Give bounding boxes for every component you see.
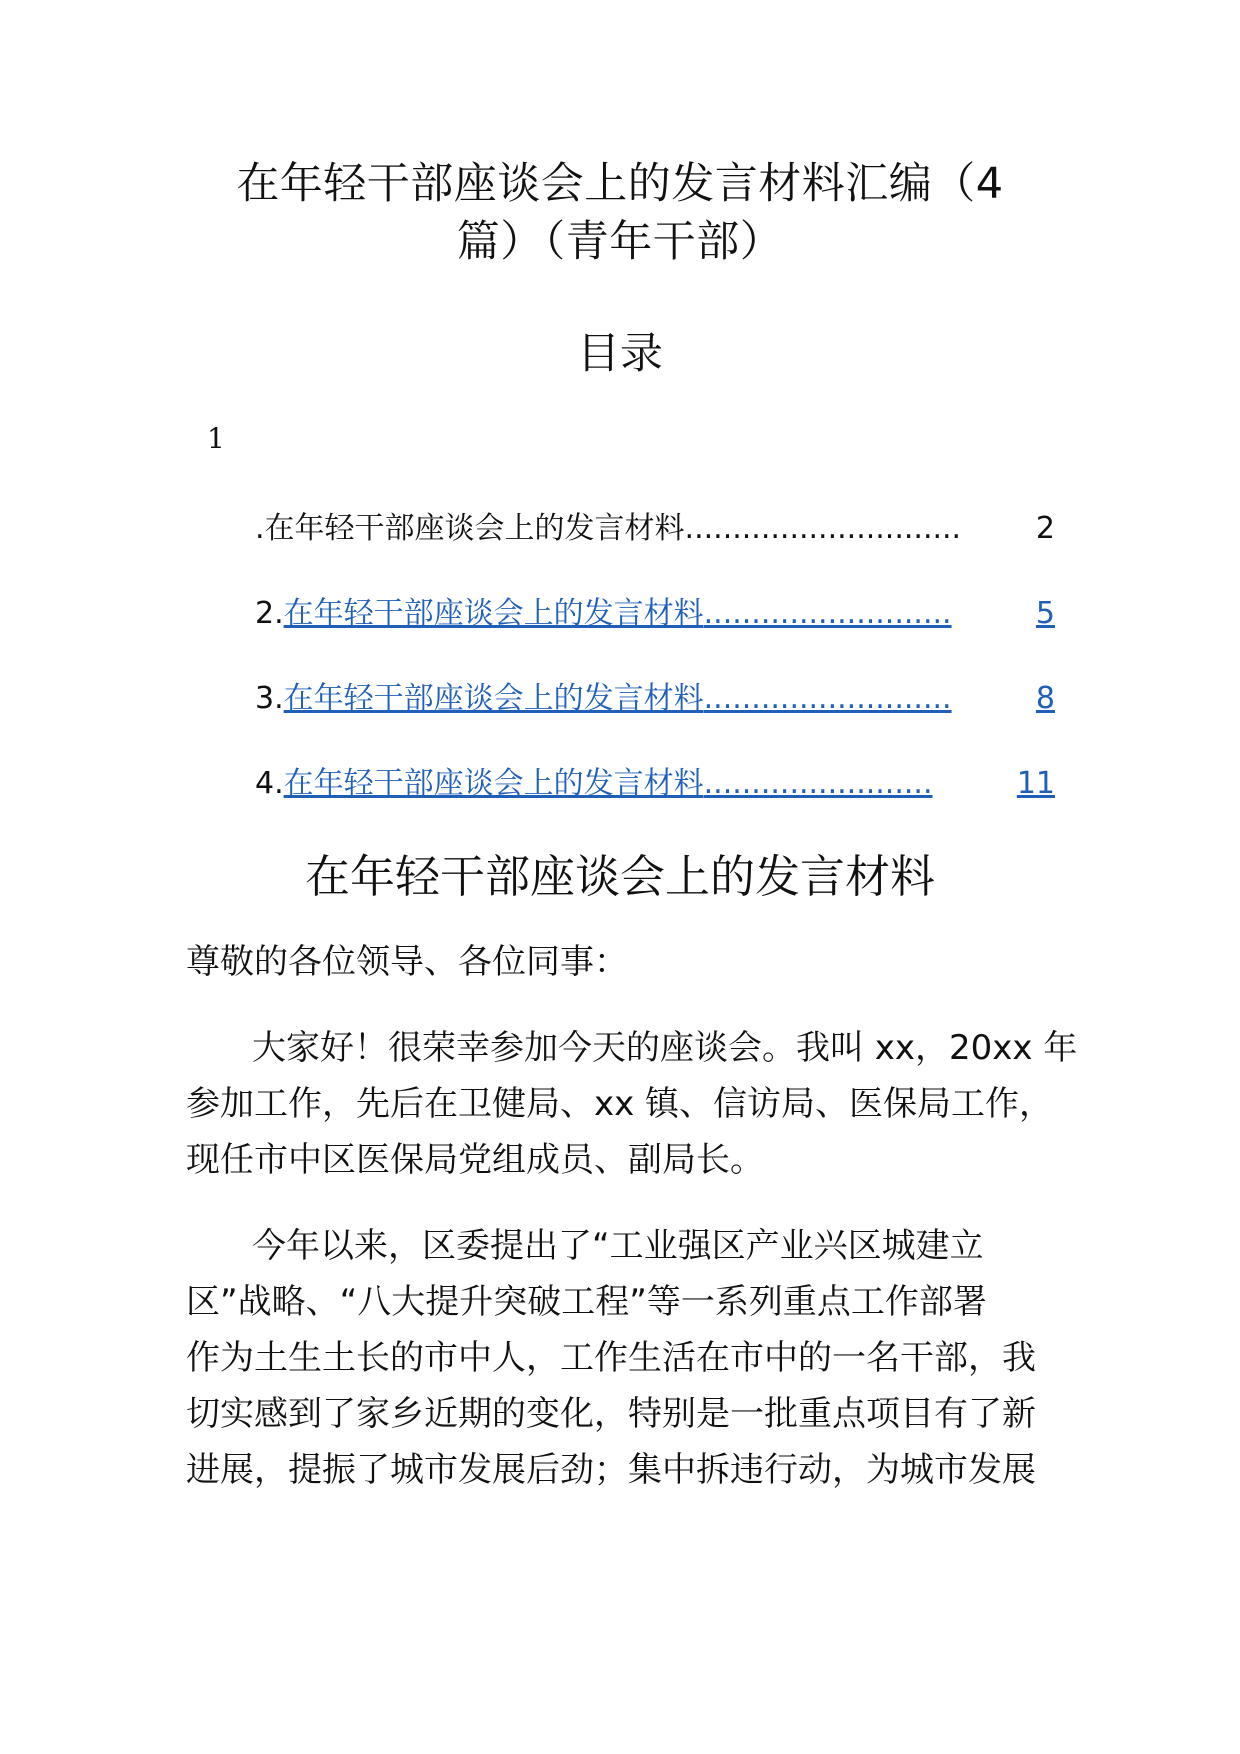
toc-item-title: 在年轻干部座谈会上的发言材料 <box>283 596 704 631</box>
toc-item-leader: .......................... <box>703 596 952 631</box>
paragraph-1-line-3: 现任市中区医保局党组成员、副局长。 <box>186 1140 764 1180</box>
toc-item-2-link[interactable] <box>255 588 1055 632</box>
toc-item-leader: .......................... <box>703 681 952 716</box>
toc-item-page: 8 <box>1035 681 1055 716</box>
paragraph-1-line-2: 参加工作，先后在卫健局、xx 镇、信访局、医保局工作， <box>186 1084 1054 1124</box>
toc-item-page: 5 <box>1035 596 1055 631</box>
toc-item-leader: ........................ <box>703 766 933 801</box>
paragraph-1-line-1: 大家好！很荣幸参加今天的座谈会。我叫 xx，20xx 年 <box>252 1028 1078 1068</box>
toc-item-title: 在年轻干部座谈会上的发言材料 <box>283 681 704 716</box>
document-title-line-1: 在年轻干部座谈会上的发言材料汇编（4 <box>236 159 1004 209</box>
toc-item-leader: ............................. <box>684 511 962 546</box>
toc-item-title: .在年轻干部座谈会上的发言材料 <box>255 511 685 546</box>
document-title-line-2: 篇）（青年干部） <box>456 217 784 267</box>
toc-item-1[interactable] <box>255 503 1055 547</box>
toc-item-number: 4. <box>255 766 284 801</box>
paragraph-2-line-1: 今年以来，区委提出了“工业强区产业兴区城建立 <box>252 1226 984 1266</box>
stray-number: 1 <box>207 422 225 455</box>
toc-item-3-link[interactable] <box>255 673 1055 717</box>
toc-item-title: 在年轻干部座谈会上的发言材料 <box>283 766 704 801</box>
toc-item-number: 2. <box>255 596 284 631</box>
toc-item-4-link[interactable] <box>255 758 1055 802</box>
paragraph-2-line-3: 作为土生土长的市中人，工作生活在市中的一名干部，我 <box>186 1338 1036 1378</box>
salutation: 尊敬的各位领导、各位同事： <box>186 942 628 982</box>
toc-item-number: 3. <box>255 681 284 716</box>
paragraph-2-line-4: 切实感到了家乡近期的变化，特别是一批重点项目有了新 <box>186 1394 1036 1434</box>
paragraph-2-line-2: 区”战略、“八大提升突破工程”等一系列重点工作部署 <box>186 1282 987 1322</box>
toc-item-page: 11 <box>1016 766 1055 801</box>
toc-heading: 目录 <box>577 329 663 379</box>
toc-item-page: 2 <box>1035 511 1055 546</box>
paragraph-2-line-5: 进展，提振了城市发展后劲；集中拆违行动，为城市发展 <box>186 1450 1036 1490</box>
section-title: 在年轻干部座谈会上的发言材料 <box>304 850 935 903</box>
